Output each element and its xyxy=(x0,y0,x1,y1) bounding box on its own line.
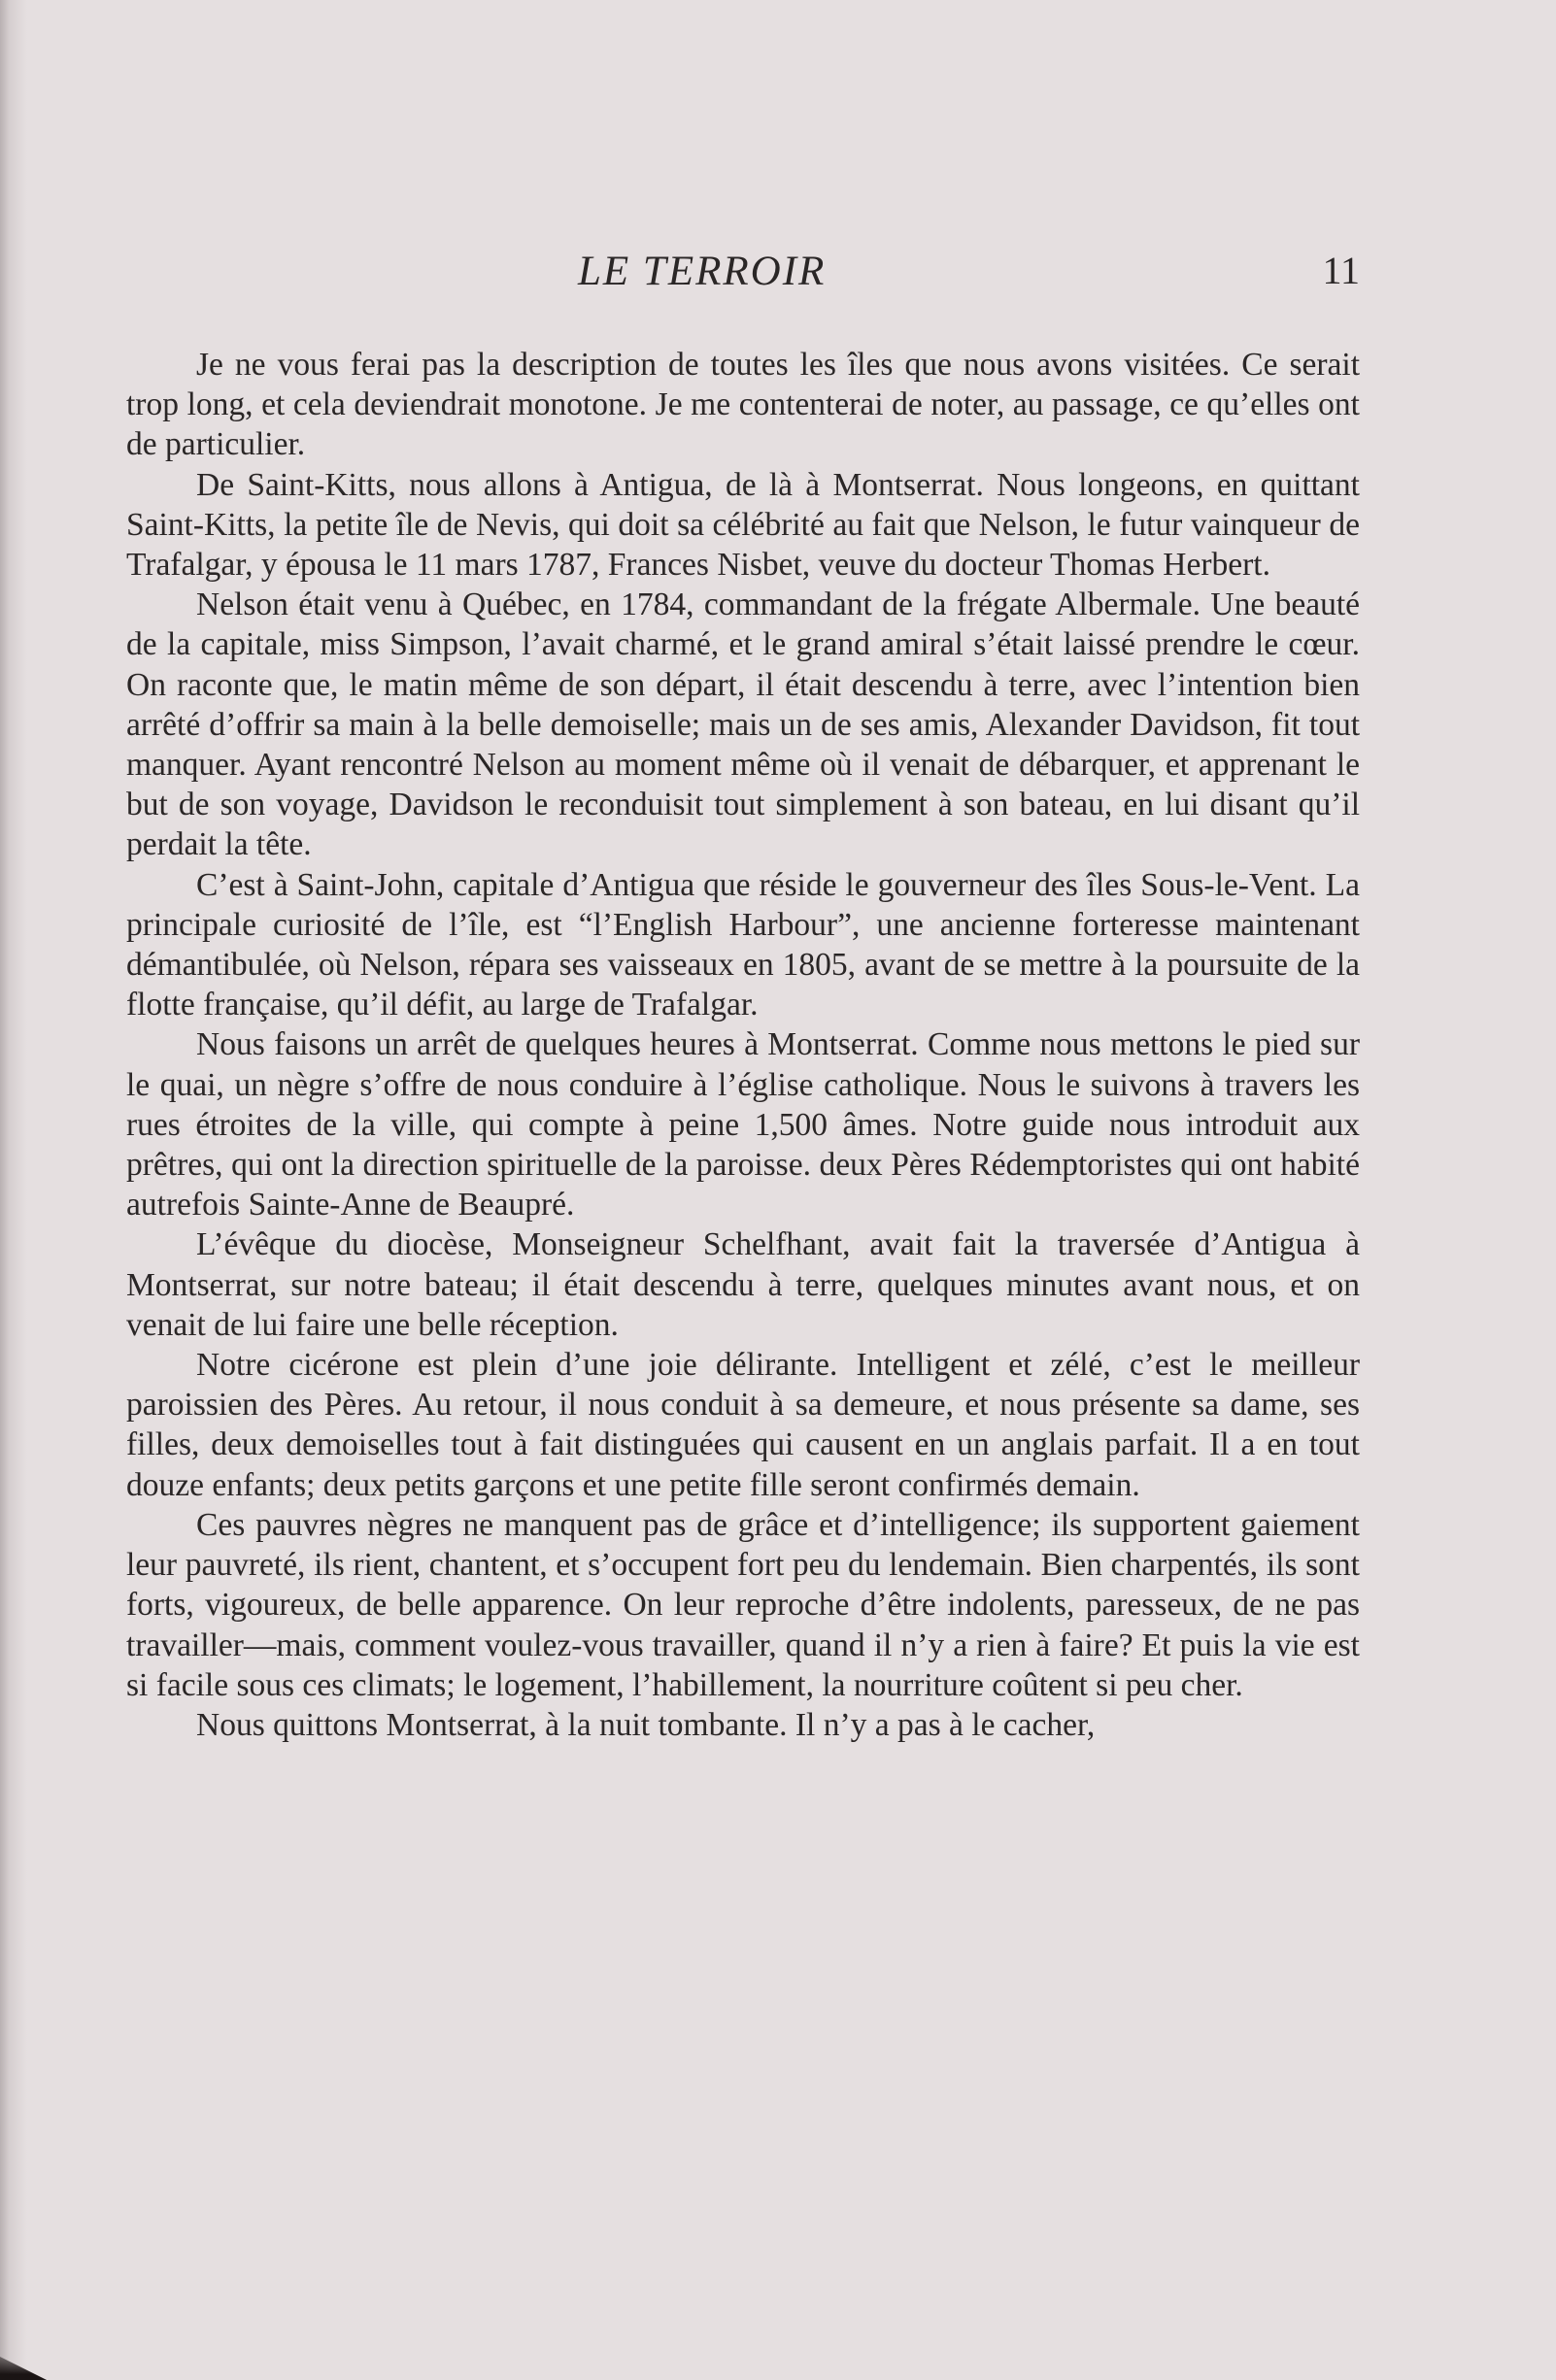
paragraph: Ces pauvres nègres ne manquent pas de grâce et d’intelligence; ils supportent gaiement leur pauvreté, ils rient, chantent, et s’occupent fort peu du lendemain. Bien charpentés, ils sont forts, vigoureux, de belle apparence. On leur reproche d’être indolents, paresseux, de ne pas travailler—mais, comment voulez-vous travailler, quand il n’y a rien à faire? Et puis la vie est si facile sous ces climats; le logement, l’habillement, la nourriture coûtent si peu cher. xyxy=(126,1506,1360,1703)
paragraph: Nelson était venu à Québec, en 1784, commandant de la frégate Albermale. Une beauté de la capitale, miss Simpson, l’avait charmé, et le grand amiral s’était laissé prendre le cœur. On raconte que, le matin même de son départ, il était descendu à terre, avec l’intention bien arrêté d’offrir sa main à la belle demoiselle; mais un de ses amis, Alexander Davidson, fit tout manquer. Ayant rencontré Nelson au moment même où il venait de débarquer, et apprenant le but de son voyage, Davidson le reconduisit tout simplement à son bateau, en lui disant qu’il perdait la tête. xyxy=(126,587,1360,863)
page-number: 11 xyxy=(1322,249,1360,292)
paragraph: Notre cicérone est plein d’une joie délirante. Intelligent et zélé, c’est le meilleur paroissien des Pères. Au retour, il nous conduit à sa demeure, et nous présente sa dame, ses filles, deux demoiselles tout à fait distinguées qui causent en un anglais parfait. Il a en tout douze enfants; deux petits garçons et une petite fille seront confirmés demain. xyxy=(126,1347,1360,1503)
paragraph: C’est à Saint-John, capitale d’Antigua que réside le gouverneur des îles Sous-le-Vent. La principale curiosité de l’île, est “l’English Harbour”, une ancienne forteresse maintenant démantibulée, où Nelson, répara ses vaisseaux en 1805, avant de se mettre à la poursuite de la flotte française, qu’il défit, au large de Trafalgar. xyxy=(126,866,1360,1023)
paragraph: De Saint-Kitts, nous allons à Antigua, de là à Montserrat. Nous longeons, en quittant Saint-Kitts, la petite île de Nevis, qui doit sa célébrité au fait que Nelson, le futur vainqueur de Trafalgar, y épousa le 11 mars 1787, Frances Nisbet, veuve du docteur Thomas Herbert. xyxy=(126,466,1360,584)
paragraph: L’évêque du diocèse, Monseigneur Schelfhant, avait fait la traversée d’Antigua à Montserrat, sur notre bateau; il était descendu à terre, quelques minutes avant nous, et on venait de lui faire une belle réception. xyxy=(126,1226,1360,1343)
body-text xyxy=(126,345,1360,1745)
paragraph: Je ne vous ferai pas la description de toutes les îles que nous avons visitées. Ce serait trop long, et cela deviendrait monotone. Je me contenterai de noter, au passage, ce qu’elles ont de particulier. xyxy=(126,347,1360,463)
page-header xyxy=(126,248,1360,306)
running-title: LE TERROIR xyxy=(578,249,827,294)
page-gutter-shadow xyxy=(0,0,27,2380)
paragraph: Nous faisons un arrêt de quelques heures à Montserrat. Comme nous mettons le pied sur le quai, un nègre s’offre de nous conduire à l’église catholique. Nous le suivons à travers les rues étroites de la ville, qui compte à peine 1,500 âmes. Notre guide nous introduit aux prêtres, qui ont la direction spirituelle de la paroisse. deux Pères Rédemptoristes qui ont habité autrefois Sainte-Anne de Beaupré. xyxy=(126,1026,1360,1224)
paragraph: Nous quittons Montserrat, à la nuit tombante. Il n’y a pas à le cacher, xyxy=(196,1706,1096,1743)
page-corner-shadow xyxy=(0,2341,1556,2380)
